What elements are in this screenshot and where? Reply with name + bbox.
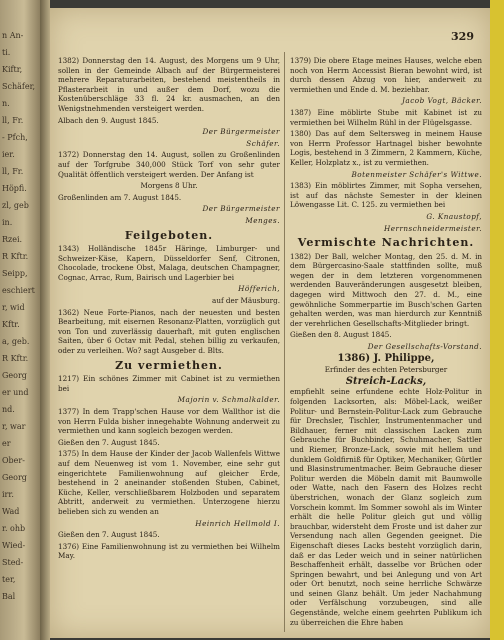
- left-page-fragment: a, geb.: [2, 337, 30, 346]
- text-block: 1343) Holländische 1845r Häringe, Limburger- und Schweizer-Käse, Kapern, Düsseldorfer Senf, Citronen, Chocolade, trockene Obst, Malaga, deutschen Champagner, Cognac, Arrac, Rum, Bairisch und Lagerbier bei: [58, 244, 280, 282]
- text-block: 1380) Das auf dem Seltersweg in meinem Hause von Herrn Professor Hartnagel bisher bewohnte Logis, bestehend in 3 Zimmern, 2 Kammern, Küche, Keller, Holzplatz x., ist zu vermiethen.: [290, 129, 482, 167]
- left-page-fragment: Wad: [2, 507, 20, 516]
- left-page-fragment: Ober-: [2, 456, 25, 465]
- left-page-fragment: nd.: [2, 405, 15, 414]
- left-page-fragment: irr.: [2, 490, 14, 499]
- left-page-fragment: ll, Fr.: [2, 167, 24, 176]
- text-block: 1376) Eine Familienwohnung ist zu vermiethen bei Wilhelm May.: [58, 541, 280, 561]
- text-block: 1379) Die obere Etage meines Hauses, welche eben noch von Herrn Accessist Bieran bewohnt wird, ist durch dessen Abzug von hier, anderweit zu vermiethen und Ende d. M. beziehbar.: [290, 56, 482, 94]
- left-page-fragment: er und: [2, 388, 29, 397]
- signature: Der Bürgermeister: [202, 127, 280, 137]
- signature: Jacob Vogt, Bäcker.: [402, 96, 482, 106]
- section-heading: Vermischte Nachrichten.: [297, 236, 475, 250]
- text-block: 1362) Neue Forte-Pianos, nach der neuesten und besten Bearbeitung, mit eisernen Resonanz-Platten, vorzüglich gut von Ton und zuverlässig dauerhaft, mit guten englischen Saiten, über 6 Octav mit Pedal, stehen billig zu verkaufen, oder zu verleihen. Wo? sagt Ausgeber d. Blts.: [58, 307, 280, 356]
- column-rule: [284, 52, 285, 632]
- left-page-fragment: r, war: [2, 422, 26, 431]
- signature: Der Gesellschafts-Vorstand.: [367, 342, 482, 352]
- left-page-fragment: R Kftr.: [2, 354, 29, 363]
- left-page-fragment: ter,: [2, 575, 16, 584]
- left-page-fragment: Wied-: [2, 541, 26, 550]
- left-page-fragment: Seipp,: [2, 269, 28, 278]
- left-page-fragment: zl, geb: [2, 201, 29, 210]
- left-page-fragment: Rzei.: [2, 235, 23, 244]
- text-block: Morgens 8 Uhr.: [140, 181, 198, 191]
- left-page-fragment: r, wid: [2, 303, 25, 312]
- signature: Botenmeister Schäfer's Wittwe.: [351, 169, 482, 179]
- text-block: Gießen den 7. August 1845.: [58, 530, 160, 540]
- left-column: [58, 56, 280, 563]
- text-block: 1383) Ein möblirtes Zimmer, mit Sopha versehen, ist auf das nächste Semester in der kleinen Löwengasse Lit. C. 125. zu vermiethen bei: [290, 181, 482, 210]
- text-block: auf der Mäusburg.: [212, 296, 280, 306]
- document-page: [50, 8, 490, 638]
- text-block: Erfinder des echten Petersburger: [324, 365, 448, 375]
- previous-page-edge: [0, 0, 40, 640]
- text-block: 1387) Eine möblirte Stube mit Kabinet ist zu vermiethen bei Wilhelm Rühl in der Flügelsgasse.: [290, 107, 482, 127]
- signature: Heinrich Hellmold I.: [195, 518, 280, 528]
- text-block: Großenlinden am 7. August 1845.: [58, 192, 182, 202]
- signature: Schäfer.: [246, 138, 280, 148]
- right-column: [290, 56, 482, 629]
- left-page-fragment: in.: [2, 218, 13, 227]
- signature: Höfferich,: [238, 284, 280, 294]
- text-block: empfiehlt seine erfundene echte Holz-Politur in folgenden Lacksorten, als: Möbel-Lack, weißer Politur- und Bernstein-Politur-Lack zum Gebrauche für Drechsler, Tischler, Instrumentenmacher und Bildhauer, ferner mit classischen Lacken zum Gebrauche für Buchbinder, Schuhmacher, Sattler und Riemer, Bronze-Lack, sowie mit hellem und dunklem Goldfirniß für Optiker, Mechaniker, Gürtler und Blasinstrumentmacher. Beim Gebrauche dieser Politur werden die Möbeln damit mit Baumwolle oder Watte, nach den Fasern des Holzes recht überstrichen, wonach der Glanz sogleich zum Vorschein kommt. Im Sommer sowohl als im Winter erhält die helle Politur gleich gut und völlig brauchbar, widersteht dem Froste und ist daher zur Versendung nach allen Gegenden geeignet. Die Eigenschaft dieses Lacks besteht vorzüglich darin, daß er das Leder weich und in seiner natürlichen Beschaffenheit erhält, dasselbe vor Brüchen oder Springen bewahrt, und bei Anlegung und von Art oder Ort benutzt, noch seine herrliche Schwärze und seinen Glanz behält. Um jeder Nachahmung oder Verfälschung vorzubeugen, sind alle Gegenstände, welche einem geehrten Publikum ich zu überreichen die Ehre haben: [290, 387, 482, 627]
- left-page-fragment: Kftr.: [2, 320, 20, 329]
- left-page-fragment: n.: [2, 99, 10, 108]
- left-page-fragment: R Kftr.: [2, 252, 29, 261]
- text-block: Albach den 9. August 1845.: [58, 115, 159, 125]
- left-page-fragment: - Pfch,: [2, 133, 28, 142]
- signature: Menges.: [245, 215, 280, 225]
- left-page-fragment: ier.: [2, 150, 15, 159]
- left-page-fragment: n An-: [2, 31, 24, 40]
- signature: G. Knaustopf,: [426, 211, 482, 221]
- text-block: 1375) In dem Hause der Kinder der Jacob Wallenfels Wittwe auf dem Neuenweg ist vom 1. November, eine sehr gut eingerichtete Familienwohnung auf gleicher Erde, bestehend in 2 aneinander stoßenden Stuben, Cabinet, Küche, Keller, verschließbarem Holzboden und separatem Abtritt, anderweit zu vermiethen. Unterzogene hierzu belieben sich zu wenden an: [58, 449, 280, 516]
- text-block: 1217) Ein schönes Zimmer mit Cabinet ist zu vermiethen bei: [58, 374, 280, 393]
- left-page-fragment: ll, Fr.: [2, 116, 24, 125]
- left-page-fragment: Kiftr,: [2, 65, 23, 74]
- left-page-fragment: Georg: [2, 371, 27, 380]
- left-page-fragment: Georg: [2, 473, 27, 482]
- book-gutter: [40, 0, 50, 640]
- left-page-fragment: Bal: [2, 592, 16, 601]
- signature: Majorin v. Schmalkalder.: [177, 395, 280, 405]
- left-page-fragment: eschiert: [2, 286, 35, 295]
- text-block: 1386) J. Philippe,: [337, 352, 435, 364]
- left-page-fragment: Schäfer,: [2, 82, 36, 91]
- left-page-fragment: er: [2, 439, 11, 448]
- book-edge: [490, 0, 504, 640]
- text-block: 1372) Donnerstag den 14. August, sollen zu Großenlinden auf der Torfgrube 340,000 Stück Torf von sehr guter Qualität öffentlich versteigert werden. Der Anfang ist: [58, 150, 280, 179]
- text-block: 1382) Donnerstag den 14. August, des Morgens um 9 Uhr, sollen in der Gemeinde Albach auf der Bürgermeisterei mehrere Reparaturarbeiten, bestehend meistentheils in Pflasterarbeit in und außer dem Dorf, wozu die Kostenüberschläge 33 fl. 24 kr. ausmachen, an den Wenigstnehmenden versteigert werden.: [58, 56, 280, 113]
- section-heading: Zu vermiethen.: [115, 358, 223, 372]
- text-block: 1377) In dem Trapp'schen Hause vor dem Wallthor ist die von Herrn Fulda bisher innegehabte Wohnung anderweit zu vermiethen und kann sogleich bezogen werden.: [58, 407, 280, 436]
- page-number: 329: [451, 30, 474, 43]
- left-page-fragment: Höpfi.: [2, 184, 27, 193]
- text-block: Gießen den 7. August 1845.: [58, 437, 160, 447]
- text-block: Gießen den 8. August 1845.: [290, 330, 392, 340]
- left-page-fragment: ti.: [2, 48, 11, 57]
- section-heading: Feilgeboten.: [124, 228, 214, 242]
- signature: Der Bürgermeister: [202, 204, 280, 214]
- text-block: 1382) Der Ball, welcher Montag, den 25. d. M. in dem Bürgercasino-Saale stattfinden sollte, muß wegen der in dem letzteren vorgenommenen werdenden Bauveränderungen ausgesetzt bleiben, dagegen wird Mittwoch den 27. d. M., eine gewöhnliche Sommerpartie im Busch'schen Garten gehalten werden, was man hierdurch zur Kenntniß der verehrlichen Gesellschafts-Mitglieder bringt.: [290, 251, 482, 328]
- signature: Herrnschneidermeister.: [384, 223, 482, 233]
- text-block: Streich-Lacks,: [345, 375, 427, 387]
- left-page-fragment: Sted-: [2, 558, 24, 567]
- left-page-fragment: r. ohb: [2, 524, 26, 533]
